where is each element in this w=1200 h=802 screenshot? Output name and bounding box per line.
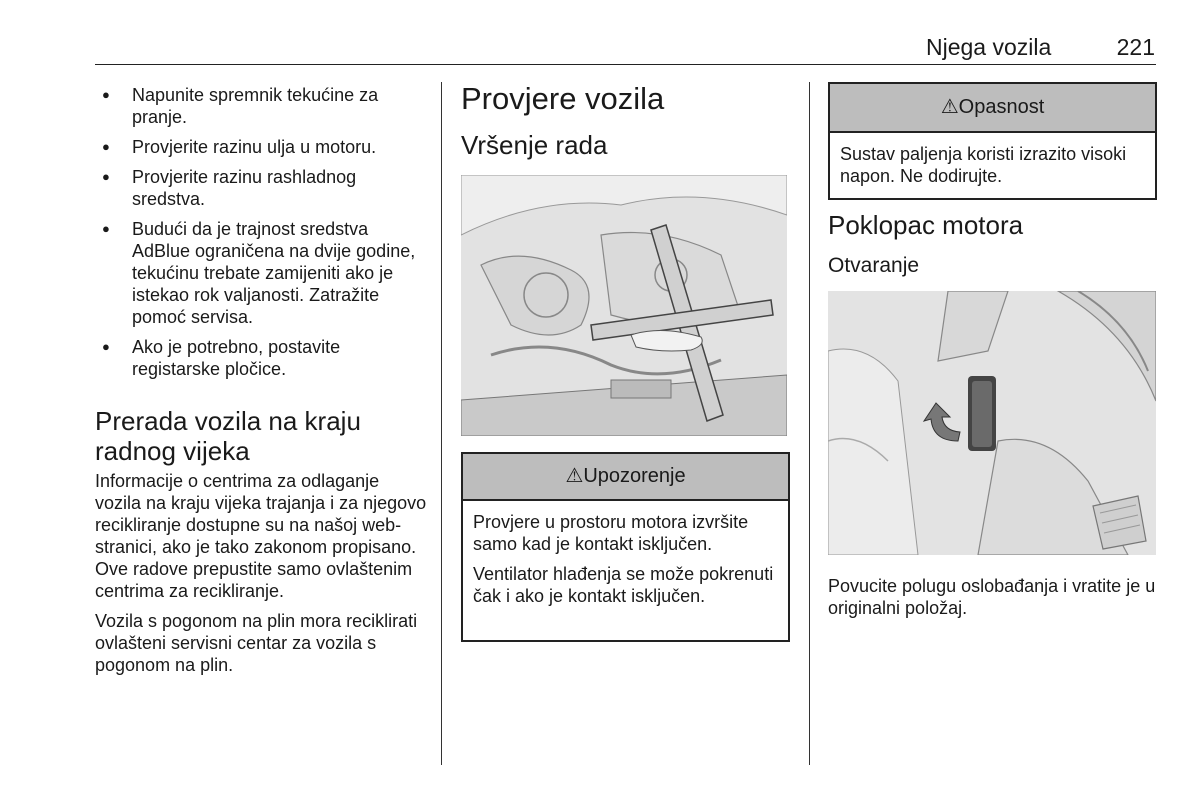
list-item: ● Ako je potrebno, postavite registarske pločice. bbox=[95, 336, 430, 380]
header-divider bbox=[95, 64, 1156, 65]
hood-release-illustration bbox=[828, 291, 1156, 555]
warning-box bbox=[461, 452, 790, 642]
danger-text: Sustav paljenja koristi izrazito visoki napon. Ne dodirujte. bbox=[840, 144, 1127, 186]
right-column bbox=[828, 210, 1156, 278]
running-header-section: Njega vozila bbox=[926, 34, 1052, 60]
warning-body bbox=[463, 501, 788, 621]
warning-text: Provjere u prostoru motora izvršite samo kad je kontakt isključen. bbox=[473, 512, 749, 554]
figure-caption: Povucite polugu oslobađanja i vratite je u originalni položaj. bbox=[828, 576, 1156, 618]
section-heading-work: Vršenje rada bbox=[461, 130, 608, 160]
danger-header bbox=[830, 84, 1155, 133]
column-divider-right bbox=[809, 82, 810, 765]
warning-triangle-icon: ⚠ bbox=[940, 96, 959, 118]
paragraph-recycling-info: Informacije o centrima za odlaganje vozila na kraju vijeka trajanja i za njegovo recikliranje dostupne su na našoj web-stranici, ako je tako zakonom propisano. Ove radove prepustite samo ovlaštenim centrima za recikliranje. bbox=[95, 471, 427, 601]
warning-triangle-icon: ⚠ bbox=[565, 465, 584, 487]
section-heading-hood: Poklopac motora bbox=[828, 210, 1024, 240]
warning-label: Upozorenje bbox=[583, 465, 686, 487]
subsection-heading-opening: Otvaranje bbox=[828, 254, 920, 277]
hood-release-drawing bbox=[828, 291, 1156, 555]
list-item: ● Budući da je trajnost sredstva AdBlue ograničena na dvije godine, tekućinu trebate zamijeniti ako je istekao rok valjanosti. Zatražite pomoć servisa. bbox=[95, 218, 430, 328]
warning-text: Ventilator hlađenja se može pokrenuti čak i ako je kontakt isključen. bbox=[473, 564, 774, 606]
left-column bbox=[95, 84, 430, 684]
warning-header bbox=[463, 454, 788, 501]
engine-bay-drawing bbox=[461, 175, 787, 436]
engine-bay-illustration bbox=[461, 175, 787, 436]
column-divider-left bbox=[441, 82, 442, 765]
danger-label: Opasnost bbox=[958, 96, 1045, 118]
page-title: Provjere vozila bbox=[461, 81, 665, 116]
list-item: ● Provjerite razinu ulja u motoru. bbox=[95, 136, 430, 158]
middle-column bbox=[461, 82, 789, 160]
page-number: 221 bbox=[1116, 34, 1155, 60]
paragraph-gas-vehicles: Vozila s pogonom na plin mora reciklirati ovlašteni servisni centar za vozila s pogonom na plin. bbox=[95, 611, 418, 675]
section-heading-end-of-life: Prerada vozila na kraju radnog vijeka bbox=[95, 406, 361, 466]
list-item: ● Provjerite razinu rashladnog sredstva. bbox=[95, 166, 430, 210]
list-item: ● Napunite spremnik tekućine za pranje. bbox=[95, 84, 430, 128]
checklist bbox=[95, 84, 430, 380]
caption-block bbox=[828, 575, 1158, 627]
danger-body bbox=[830, 133, 1155, 201]
danger-box bbox=[828, 82, 1157, 200]
